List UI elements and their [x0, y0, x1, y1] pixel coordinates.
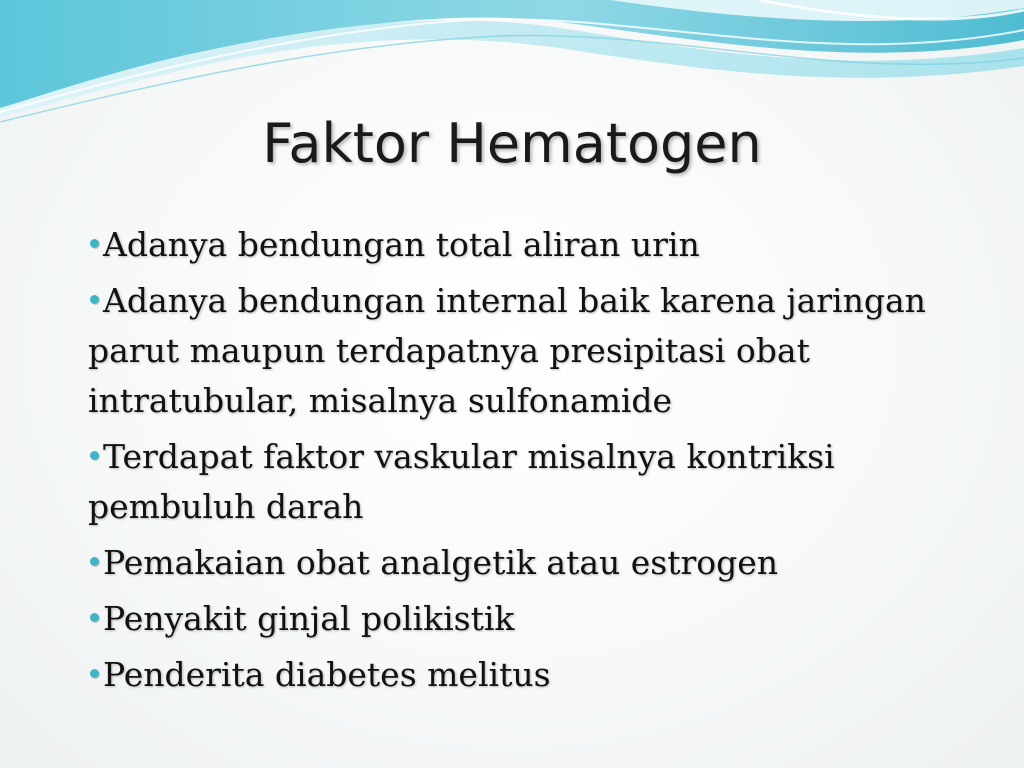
- bullet-list: [88, 220, 968, 706]
- bullet-dot-icon: [90, 239, 99, 248]
- list-item: [88, 432, 968, 532]
- list-item-text: Pemakaian obat analgetik atau estrogen: [103, 543, 779, 582]
- bullet-dot-icon: [90, 557, 99, 566]
- list-item-text: Adanya bendungan total aliran urin: [103, 225, 700, 264]
- list-item: [88, 650, 968, 700]
- list-item-text: Penderita diabetes melitus: [103, 655, 551, 694]
- list-item-text: Terdapat faktor vaskular misalnya kontriksi pembuluh darah: [88, 437, 835, 526]
- bullet-dot-icon: [90, 613, 99, 622]
- list-item: [88, 220, 968, 270]
- list-item-text: Adanya bendungan internal baik karena jaringan parut maupun terdapatnya presipitasi obat intratubular, misalnya sulfonamide: [88, 281, 926, 420]
- list-item: [88, 538, 968, 588]
- bullet-dot-icon: [90, 451, 99, 460]
- list-item-text: Penyakit ginjal polikistik: [103, 599, 515, 638]
- bullet-dot-icon: [90, 669, 99, 678]
- list-item: [88, 594, 968, 644]
- list-item: [88, 276, 968, 426]
- bullet-dot-icon: [90, 295, 99, 304]
- slide-title: Faktor Hematogen: [262, 112, 762, 175]
